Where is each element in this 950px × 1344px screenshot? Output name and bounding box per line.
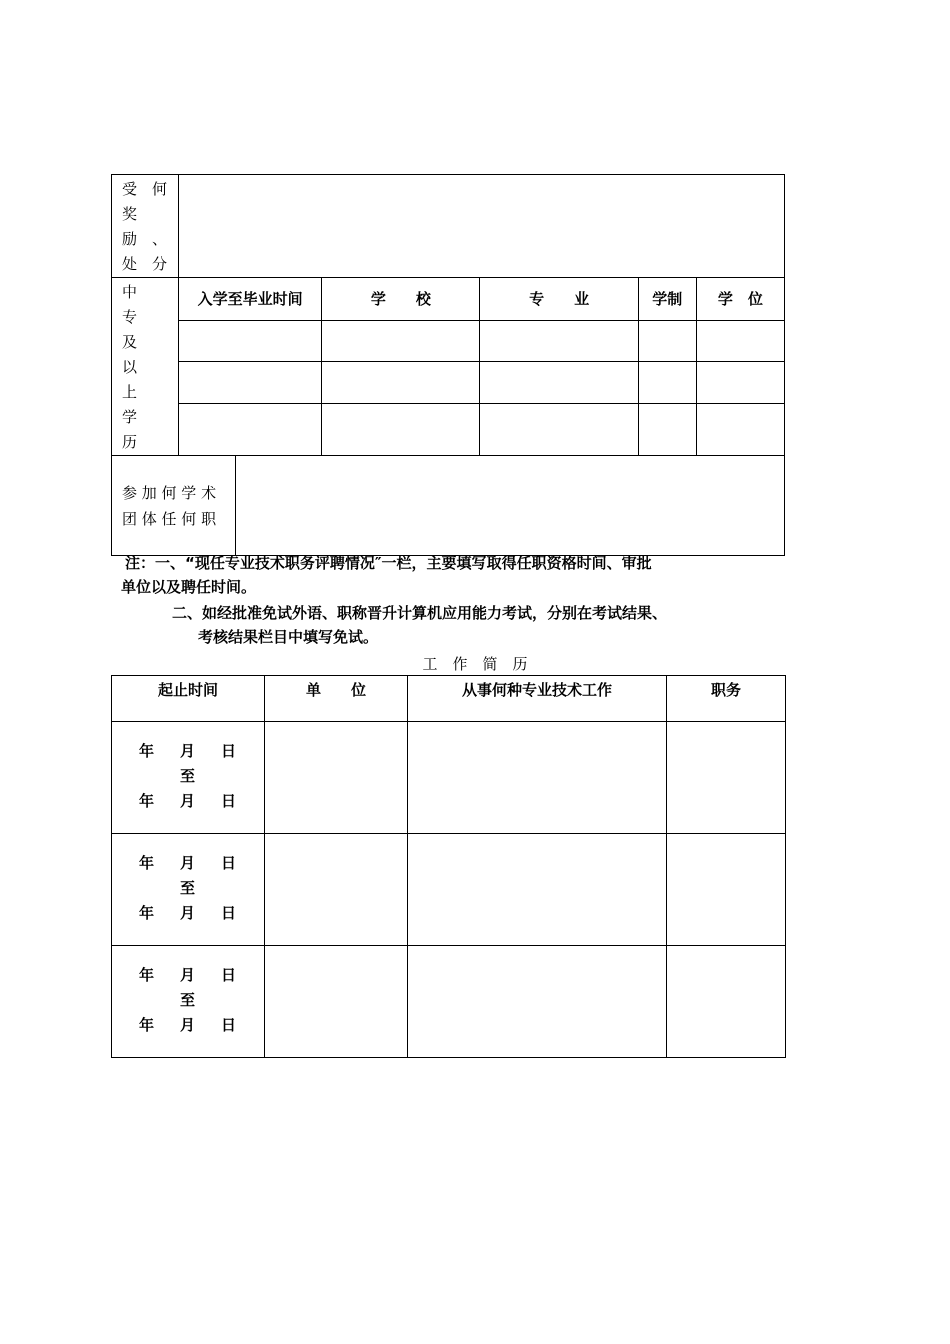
work-unit-cell[interactable] — [265, 834, 408, 946]
education-degree-cell[interactable] — [696, 362, 784, 404]
work-work-cell[interactable] — [408, 834, 667, 946]
education-degree-cell[interactable] — [696, 404, 784, 456]
education-school-cell[interactable] — [322, 404, 480, 456]
note-line: 考核结果栏目中填写免试。 — [198, 628, 379, 646]
work-header-period: 起止时间 — [112, 676, 265, 722]
work-history-table — [111, 675, 786, 1058]
education-header-major: 专 业 — [480, 278, 638, 321]
work-header-position: 职务 — [667, 676, 786, 722]
work-period-cell[interactable] — [112, 834, 265, 946]
awards-row — [112, 175, 785, 278]
to-year-label: 年 — [139, 792, 155, 810]
education-length-cell[interactable] — [638, 320, 696, 362]
work-work-cell[interactable] — [408, 946, 667, 1058]
work-work-cell[interactable] — [408, 722, 667, 834]
from-month-label: 月 — [180, 742, 196, 760]
academic-row — [112, 456, 785, 556]
education-degree-cell[interactable] — [696, 320, 784, 362]
awards-value[interactable] — [179, 175, 785, 278]
education-row — [112, 362, 785, 404]
education-period-cell[interactable] — [179, 362, 322, 404]
education-header-length: 学制 — [638, 278, 696, 321]
education-major-cell[interactable] — [480, 362, 638, 404]
education-row — [112, 320, 785, 362]
education-school-cell[interactable] — [322, 320, 480, 362]
education-header-degree: 学 位 — [696, 278, 784, 321]
work-period-cell[interactable] — [112, 722, 265, 834]
to-month-label: 月 — [180, 1016, 196, 1034]
work-period-cell[interactable] — [112, 946, 265, 1058]
from-year-label: 年 — [139, 742, 155, 760]
academic-label: 参 加 何 学 术 团 体 任 何 职 — [112, 456, 236, 556]
education-header-school: 学 校 — [322, 278, 480, 321]
education-school-cell[interactable] — [322, 362, 480, 404]
from-month-label: 月 — [180, 854, 196, 872]
note-line: 注：一、“现任专业技术职务评聘情况″一栏，主要填写取得任职资格时间、审批 — [125, 554, 652, 572]
to-month-label: 月 — [180, 792, 196, 810]
to-year-label: 年 — [139, 904, 155, 922]
to-day-label: 日 — [221, 792, 237, 810]
awards-label: 受 何 奖 励 、 处 分 — [112, 175, 179, 278]
education-period-cell[interactable] — [179, 404, 322, 456]
work-row — [112, 946, 786, 1058]
work-row — [112, 722, 786, 834]
work-header-row — [112, 676, 786, 722]
work-position-cell[interactable] — [667, 722, 786, 834]
education-period-cell[interactable] — [179, 320, 322, 362]
work-unit-cell[interactable] — [265, 722, 408, 834]
education-header-period: 入学至毕业时间 — [179, 278, 322, 321]
note-line: 二、如经批准免试外语、职称晋升计算机应用能力考试，分别在考试结果、 — [172, 604, 668, 622]
to-label: 至 — [180, 767, 196, 785]
from-month-label: 月 — [180, 966, 196, 984]
work-history-title: 工 作 简 历 — [422, 655, 528, 673]
personal-record-table — [111, 174, 785, 556]
to-label: 至 — [180, 991, 196, 1009]
from-day-label: 日 — [221, 854, 237, 872]
education-length-cell[interactable] — [638, 362, 696, 404]
to-day-label: 日 — [221, 904, 237, 922]
from-year-label: 年 — [139, 966, 155, 984]
education-row — [112, 404, 785, 456]
work-row — [112, 834, 786, 946]
to-month-label: 月 — [180, 904, 196, 922]
work-unit-cell[interactable] — [265, 946, 408, 1058]
to-day-label: 日 — [221, 1016, 237, 1034]
from-year-label: 年 — [139, 854, 155, 872]
note-line: 单位以及聘任时间。 — [121, 578, 257, 596]
education-label: 中 专 及 以 上 学 历 — [112, 278, 179, 456]
education-header-row — [112, 278, 785, 321]
work-position-cell[interactable] — [667, 946, 786, 1058]
from-day-label: 日 — [221, 966, 237, 984]
from-day-label: 日 — [221, 742, 237, 760]
education-major-cell[interactable] — [480, 404, 638, 456]
work-header-unit: 单 位 — [265, 676, 408, 722]
work-position-cell[interactable] — [667, 834, 786, 946]
to-year-label: 年 — [139, 1016, 155, 1034]
education-length-cell[interactable] — [638, 404, 696, 456]
work-header-work: 从事何种专业技术工作 — [408, 676, 667, 722]
to-label: 至 — [180, 879, 196, 897]
education-major-cell[interactable] — [480, 320, 638, 362]
academic-value[interactable] — [236, 456, 785, 556]
